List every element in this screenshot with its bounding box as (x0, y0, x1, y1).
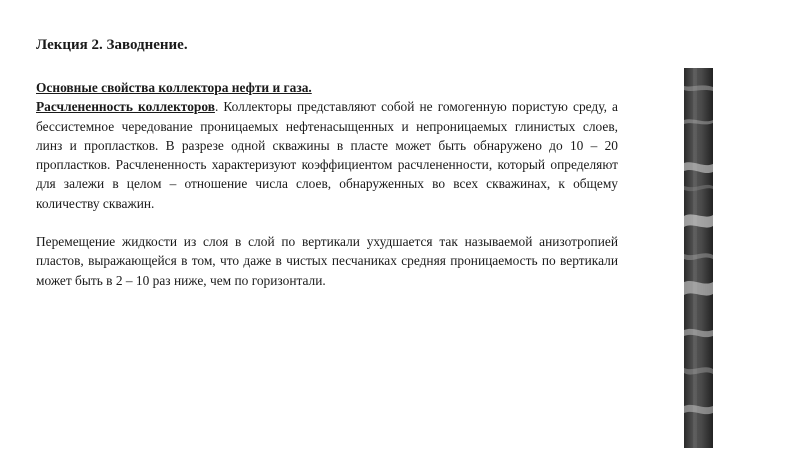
core-sample-graphic (684, 68, 713, 448)
slide-content (36, 78, 618, 290)
paragraph-reservoir-heterogeneity (36, 97, 618, 213)
slide-title: Лекция 2. Заводнение. (36, 37, 188, 53)
term-heterogeneity: Расчлененность коллекторов (36, 99, 215, 115)
section-heading: Основные свойства коллектора нефти и газа. (36, 80, 312, 95)
paragraph-1-text: . Коллекторы представляют собой не гомогенную пористую среду, а бессистемное чередование проницаемых нефтенасыщенных и непроницаемых глинистых слоев, линз и пропластков. В разрезе одной скважины в пласте может быть обнаружено до 10 – 20 пропластков. Расчлененность характеризуют коэффициентом расчлененности, который определяют для залежи в целом – отношение числа слоев, обнаруженных во всех скважинах, к общему количеству скважин. (36, 99, 618, 211)
paragraph-anisotropy: Перемещение жидкости из слоя в слой по вертикали ухудшается так называемой анизотропией пластов, выражающейся в том, что даже в чистых песчаниках средняя проницаемость по вертикали может быть в 2 – 10 раз ниже, чем по горизонтали. (36, 234, 618, 288)
paragraph-gap (36, 213, 618, 232)
core-sample-image (684, 68, 713, 448)
